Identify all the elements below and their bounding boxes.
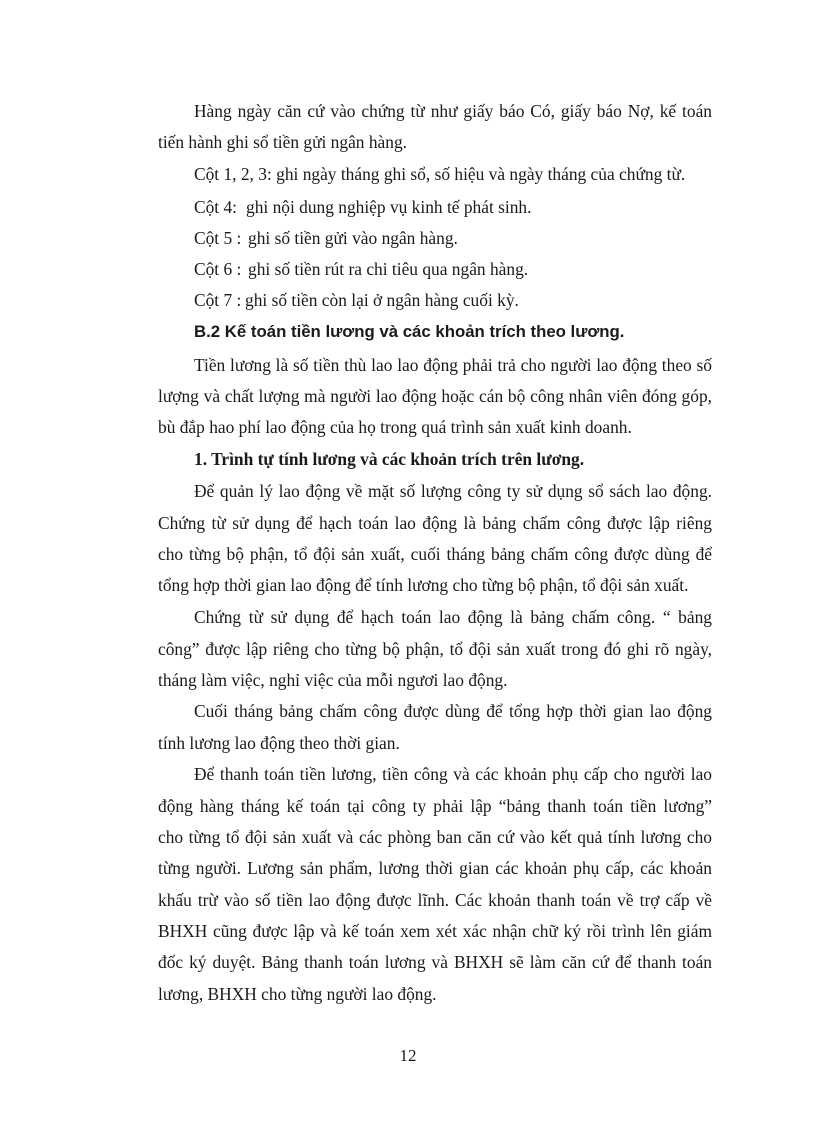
paragraph-line: Cột 1, 2, 3: ghi ngày tháng ghi sổ, số hiệu và ngày tháng của chứng từ. (194, 164, 686, 184)
paragraph-line: cho từng tổ đội sản xuất và các phòng ban căn cứ vào kết quả tính lương cho (158, 827, 712, 847)
paragraph-line: Hàng ngày căn cứ vào chứng từ như giấy báo Có, giấy báo Nợ, kế toán (194, 101, 712, 121)
column-text: ghi số tiền gửi vào ngân hàng. (248, 228, 458, 248)
column-description (194, 290, 519, 310)
paragraph-line: lương, BHXH cho từng người lao động. (158, 984, 437, 1004)
paragraph-line: lượng và chất lượng mà người lao động hoặc cán bộ công nhân viên đóng góp, (158, 386, 712, 406)
paragraph-line: BHXH cũng được lập và kế toán xem xét xác nhận chữ ký rồi trình lên giám (158, 921, 712, 941)
paragraph-line: khấu trừ vào số tiền lao động được lĩnh. Các khoản thanh toán về trợ cấp về (158, 890, 712, 910)
column-label: Cột 7 : (194, 290, 242, 310)
column-description (194, 228, 458, 248)
paragraph-line: tính lương lao động theo thời gian. (158, 733, 400, 753)
paragraph-line: bù đắp hao phí lao động của họ trong quá trình sản xuất kinh doanh. (158, 417, 632, 437)
paragraph-line: đốc ký duyệt. Bảng thanh toán lương và BHXH sẽ làm căn cứ để thanh toán (158, 952, 712, 972)
paragraph-line: công” được lập riêng cho từng bộ phận, tổ đội sản xuất trong đó ghi rõ ngày, (158, 639, 712, 659)
paragraph-line: Cuối tháng bảng chấm công được dùng để tổng hợp thời gian lao động (194, 701, 712, 721)
section-heading: B.2 Kế toán tiền lương và các khoản trích theo lương. (194, 322, 625, 341)
page-number: 12 (399, 1046, 417, 1065)
paragraph-line: động hàng tháng kế toán tại công ty phải lập “bảng thanh toán tiền lương” (158, 796, 712, 816)
paragraph-line: Để thanh toán tiền lương, tiền công và các khoản phụ cấp cho người lao (194, 764, 712, 784)
paragraph-line: tiến hành ghi sổ tiền gửi ngân hàng. (158, 132, 407, 152)
column-text: ghi nội dung nghiệp vụ kinh tế phát sinh. (246, 197, 532, 217)
paragraph-line: tháng làm việc, nghỉ việc của mỗi ngươi lao động. (158, 670, 508, 690)
paragraph-line: cho từng bộ phận, tổ đội sản xuất, cuối tháng bảng chấm công được dùng để (158, 544, 712, 564)
paragraph-line: từng người. Lương sản phẩm, lương thời gian các khoản phụ cấp, các khoản (158, 858, 712, 878)
column-text: ghi số tiền còn lại ở ngân hàng cuối kỳ. (245, 290, 519, 310)
column-text: ghi số tiền rút ra chi tiêu qua ngân hàng. (248, 259, 529, 279)
subheading: 1. Trình tự tính lương và các khoản trích trên lương. (194, 449, 585, 469)
column-description (194, 197, 531, 217)
paragraph-line: Tiền lương là số tiền thù lao lao động phải trả cho người lao động theo số (194, 355, 712, 375)
column-label: Cột 4: (194, 197, 238, 217)
paragraph-line: Để quản lý lao động về mặt số lượng công ty sử dụng sổ sách lao động. (194, 481, 712, 501)
column-label: Cột 5 : (194, 228, 242, 248)
column-label: Cột 6 : (194, 259, 242, 279)
paragraph-line: tổng hợp thời gian lao động để tính lương cho từng bộ phận, tổ đội sản xuất. (158, 575, 689, 595)
paragraph-line: Chứng từ sử dụng để hạch toán lao động là bảng chấm công. “ bảng (194, 607, 712, 627)
column-description (194, 259, 528, 279)
paragraph-line: Chứng từ sử dụng để hạch toán lao động là bảng chấm công được lập riêng (158, 513, 712, 533)
